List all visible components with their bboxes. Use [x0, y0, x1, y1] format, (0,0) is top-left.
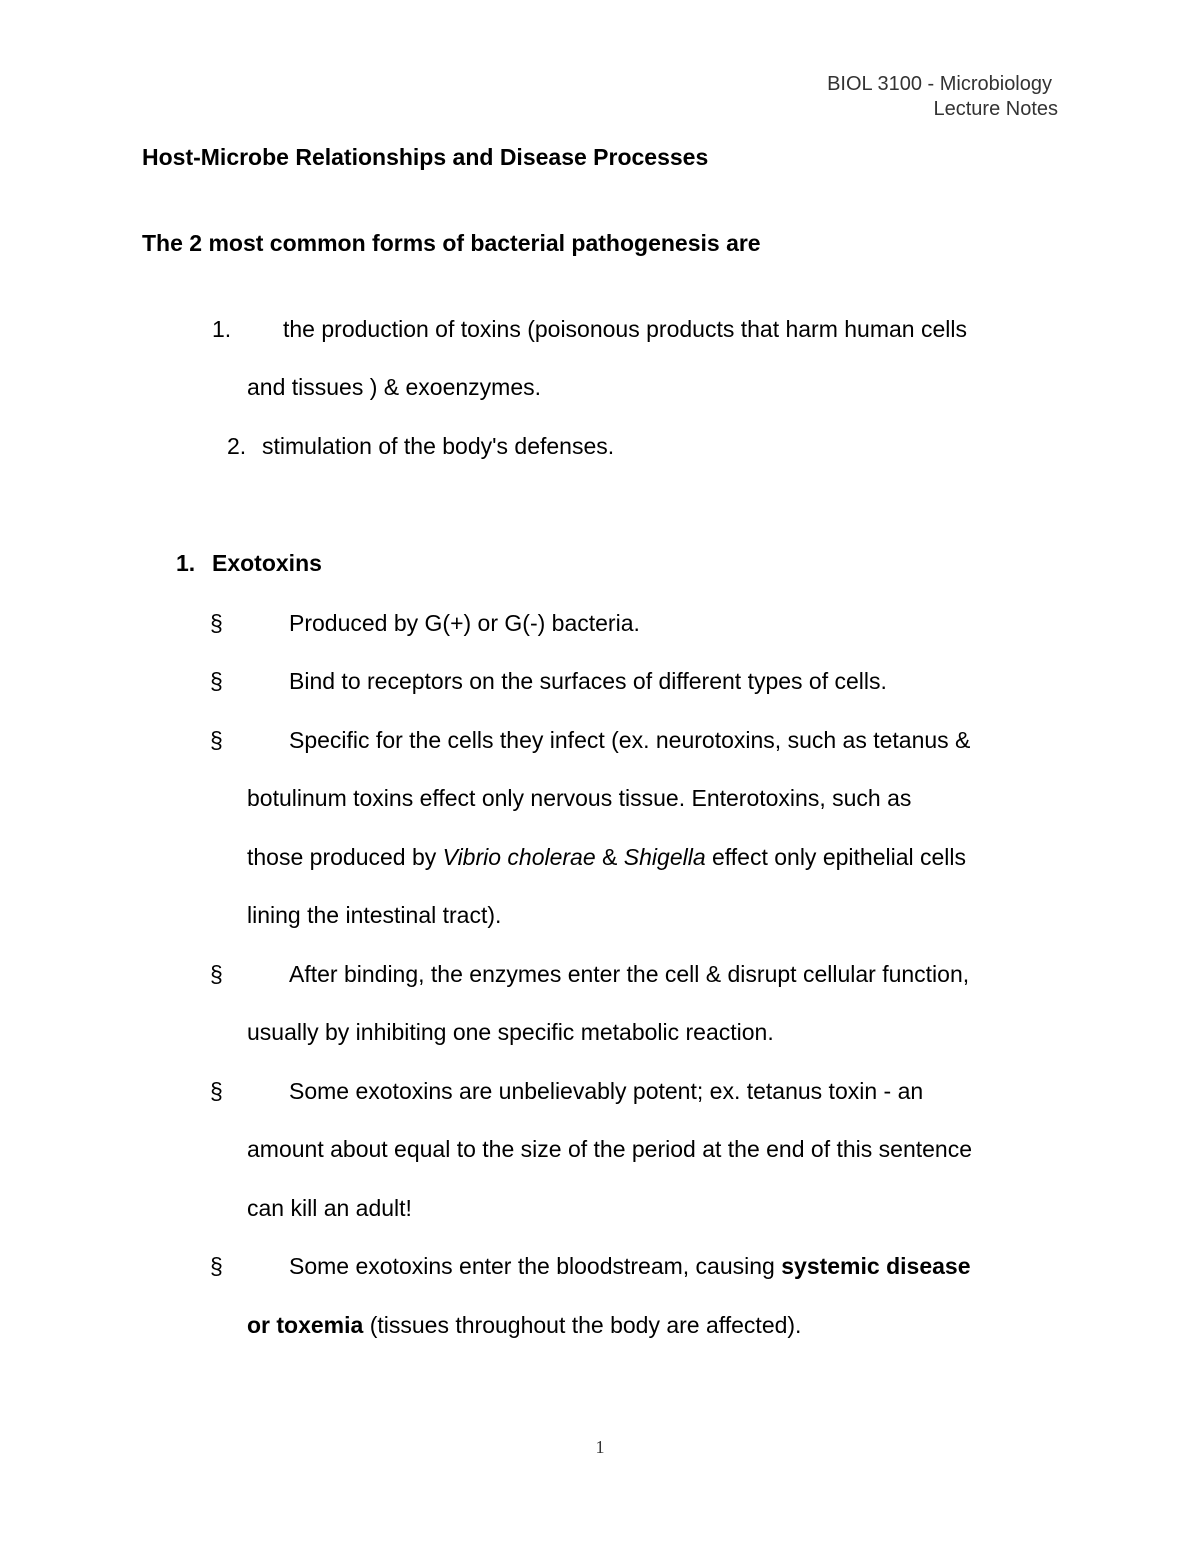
section-heading: Exotoxins: [212, 550, 322, 576]
bullet-text: [247, 1311, 801, 1339]
form-text: stimulation of the body's defenses.: [262, 433, 615, 459]
text-run: &: [595, 844, 624, 870]
document-title: Host-Microbe Relationships and Disease Processes: [142, 144, 709, 170]
bullet-marker: §: [210, 610, 223, 636]
bullet-marker: §: [210, 1253, 223, 1279]
organism-name: Vibrio cholerae: [442, 844, 596, 870]
form-number: 2.: [227, 433, 247, 459]
text-run: Some exotoxins enter the bloodstream, causing: [289, 1253, 782, 1279]
header-doc-type: Lecture Notes: [933, 98, 1058, 120]
bullet-text: lining the intestinal tract).: [247, 902, 502, 928]
intro-heading: The 2 most common forms of bacterial pathogenesis are: [142, 230, 761, 256]
bullet-marker: §: [210, 668, 223, 694]
bullet-text: After binding, the enzymes enter the cell & disrupt cellular function,: [289, 961, 970, 987]
bullet-text: Specific for the cells they infect (ex. neurotoxins, such as tetanus &: [289, 727, 971, 753]
bullet-marker: §: [210, 1078, 223, 1104]
text-run: (tissues throughout the body are affected).: [363, 1312, 802, 1338]
bullet-text: botulinum toxins effect only nervous tissue. Enterotoxins, such as: [247, 785, 912, 811]
header-course: BIOL 3100 - Microbiology: [827, 73, 1052, 95]
organism-name: Shigella: [623, 844, 706, 870]
bullet-text: [289, 1252, 970, 1280]
form-text: the production of toxins (poisonous products that harm human cells: [283, 316, 967, 342]
bullet-text: Bind to receptors on the surfaces of different types of cells.: [289, 668, 887, 694]
form-text: and tissues ) & exoenzymes.: [247, 374, 542, 400]
bullet-text: Produced by G(+) or G(-) bacteria.: [289, 610, 640, 636]
emphasis-text: or toxemia: [247, 1312, 364, 1338]
bullet-marker: §: [210, 727, 223, 753]
page-number: 1: [595, 1437, 605, 1457]
bullet-marker: §: [210, 961, 223, 987]
bullet-text: can kill an adult!: [247, 1195, 412, 1221]
section-number: 1.: [176, 550, 196, 576]
form-number: 1.: [212, 316, 232, 342]
text-run: those produced by: [247, 844, 443, 870]
bullet-text: Some exotoxins are unbelievably potent; ex. tetanus toxin - an: [289, 1078, 924, 1104]
emphasis-text: systemic disease: [781, 1253, 971, 1279]
bullet-text: [247, 843, 966, 871]
text-run: effect only epithelial cells: [705, 844, 967, 870]
bullet-text: usually by inhibiting one specific metabolic reaction.: [247, 1019, 774, 1045]
bullet-text: amount about equal to the size of the period at the end of this sentence: [247, 1136, 973, 1162]
